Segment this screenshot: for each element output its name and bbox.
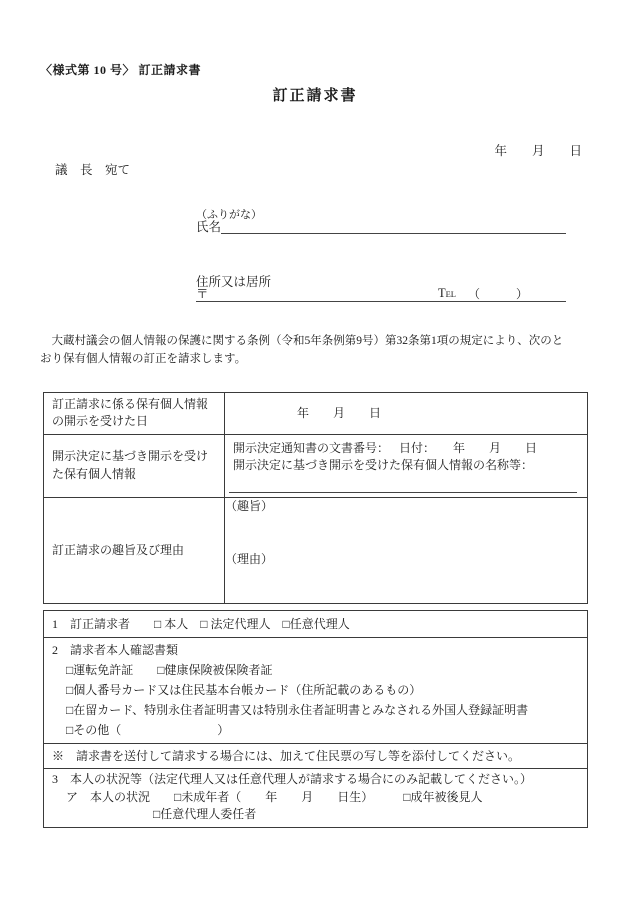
table-row-id-documents bbox=[44, 638, 588, 744]
row-label-cell: 訂正請求の趣旨及び理由 bbox=[44, 497, 225, 603]
postal-tel-field bbox=[196, 278, 566, 302]
furigana-label: （ふりがな） bbox=[196, 209, 262, 221]
address-label: 住所又は居所 bbox=[196, 275, 272, 289]
addressee-label: 議 長 宛て bbox=[55, 163, 131, 177]
tel-parens: （ ） bbox=[467, 287, 528, 301]
form-number-label: 〈様式第 10 号〉 訂正請求書 bbox=[40, 63, 202, 77]
note-cell: ※ 請求書を送付して請求する場合には、加えて住民票の写し等を添付してください。 bbox=[44, 744, 588, 769]
table-row-disclosure-date bbox=[44, 393, 588, 435]
row-value-cell bbox=[225, 434, 588, 497]
name-field bbox=[196, 210, 566, 234]
disclosed-info-content bbox=[225, 435, 587, 496]
id-doc-option-license: □運転免許証 □健康保険被保険者証 bbox=[66, 663, 273, 677]
principal-status-cell bbox=[44, 769, 588, 828]
row-value-cell: 年 月 日 bbox=[225, 393, 588, 435]
requester-cell: 1 訂正請求者 □ 本人 □ 法定代理人 □任意代理人 bbox=[44, 611, 588, 638]
body-paragraph bbox=[40, 332, 596, 369]
id-doc-option-mynumber: □個人番号カード又は住民基本台帳カード（住所記載のあるもの） bbox=[66, 683, 422, 697]
reason-label: （理由） bbox=[225, 552, 274, 567]
main-info-table bbox=[43, 392, 588, 604]
row-label-cell: 開示決定に基づき開示を受けた保有個人情報 bbox=[44, 434, 225, 497]
doc-number-label: 開示決定通知書の文書番号： bbox=[233, 440, 390, 455]
principal-status-heading: 3 本人の状況等（法定代理人又は任意代理人が請求する場合にのみ記載してください。） bbox=[52, 772, 533, 786]
table-row-requester bbox=[44, 611, 588, 638]
date-line: 年 月 日 bbox=[494, 144, 582, 158]
fill-in-line bbox=[229, 492, 577, 493]
table-row-note bbox=[44, 744, 588, 769]
doc-number-line bbox=[233, 440, 579, 457]
id-documents-heading: 2 請求者本人確認書類 bbox=[52, 643, 179, 657]
purport-label: （趣旨） bbox=[225, 498, 274, 513]
table-row-principal-status bbox=[44, 769, 588, 828]
tel-label: TEL bbox=[437, 285, 456, 300]
id-doc-option-other: □その他（ ） bbox=[66, 723, 230, 737]
row-label-cell: 訂正請求に係る保有個人情報の開示を受けた日 bbox=[44, 393, 225, 435]
table-row-disclosed-info bbox=[44, 434, 588, 497]
id-documents-cell bbox=[44, 638, 588, 744]
postal-mark: 〒 bbox=[196, 286, 209, 301]
id-doc-option-residence-card: □在留カード、特別永住者証明書又は特別永住者証明書とみなされる外国人登録証明書 bbox=[66, 703, 529, 717]
body-paragraph-line2: おり保有個人情報の訂正を請求します。 bbox=[40, 353, 247, 366]
table-row-purport-reason bbox=[44, 497, 588, 603]
body-paragraph-line1: 大蔵村議会の個人情報の保護に関する条例（令和5年条例第9号）第32条第1項の規定により、次のと bbox=[40, 335, 564, 347]
info-name-label: 開示決定に基づき開示を受けた保有個人情報の名称等： bbox=[233, 458, 534, 473]
page-title: 訂正請求書 bbox=[272, 88, 358, 104]
name-field-label: 氏名 bbox=[196, 219, 222, 234]
name-fill-line bbox=[221, 210, 566, 234]
principal-status-line2: □任意代理人委任者 bbox=[153, 807, 257, 821]
requester-details-table bbox=[43, 610, 588, 828]
doc-date-label: 日付： 年 月 日 bbox=[398, 440, 537, 455]
row-value-cell bbox=[225, 497, 588, 603]
principal-status-line1: ア 本人の状況 □未成年者（ 年 月 日生） □成年被後見人 bbox=[66, 789, 483, 804]
